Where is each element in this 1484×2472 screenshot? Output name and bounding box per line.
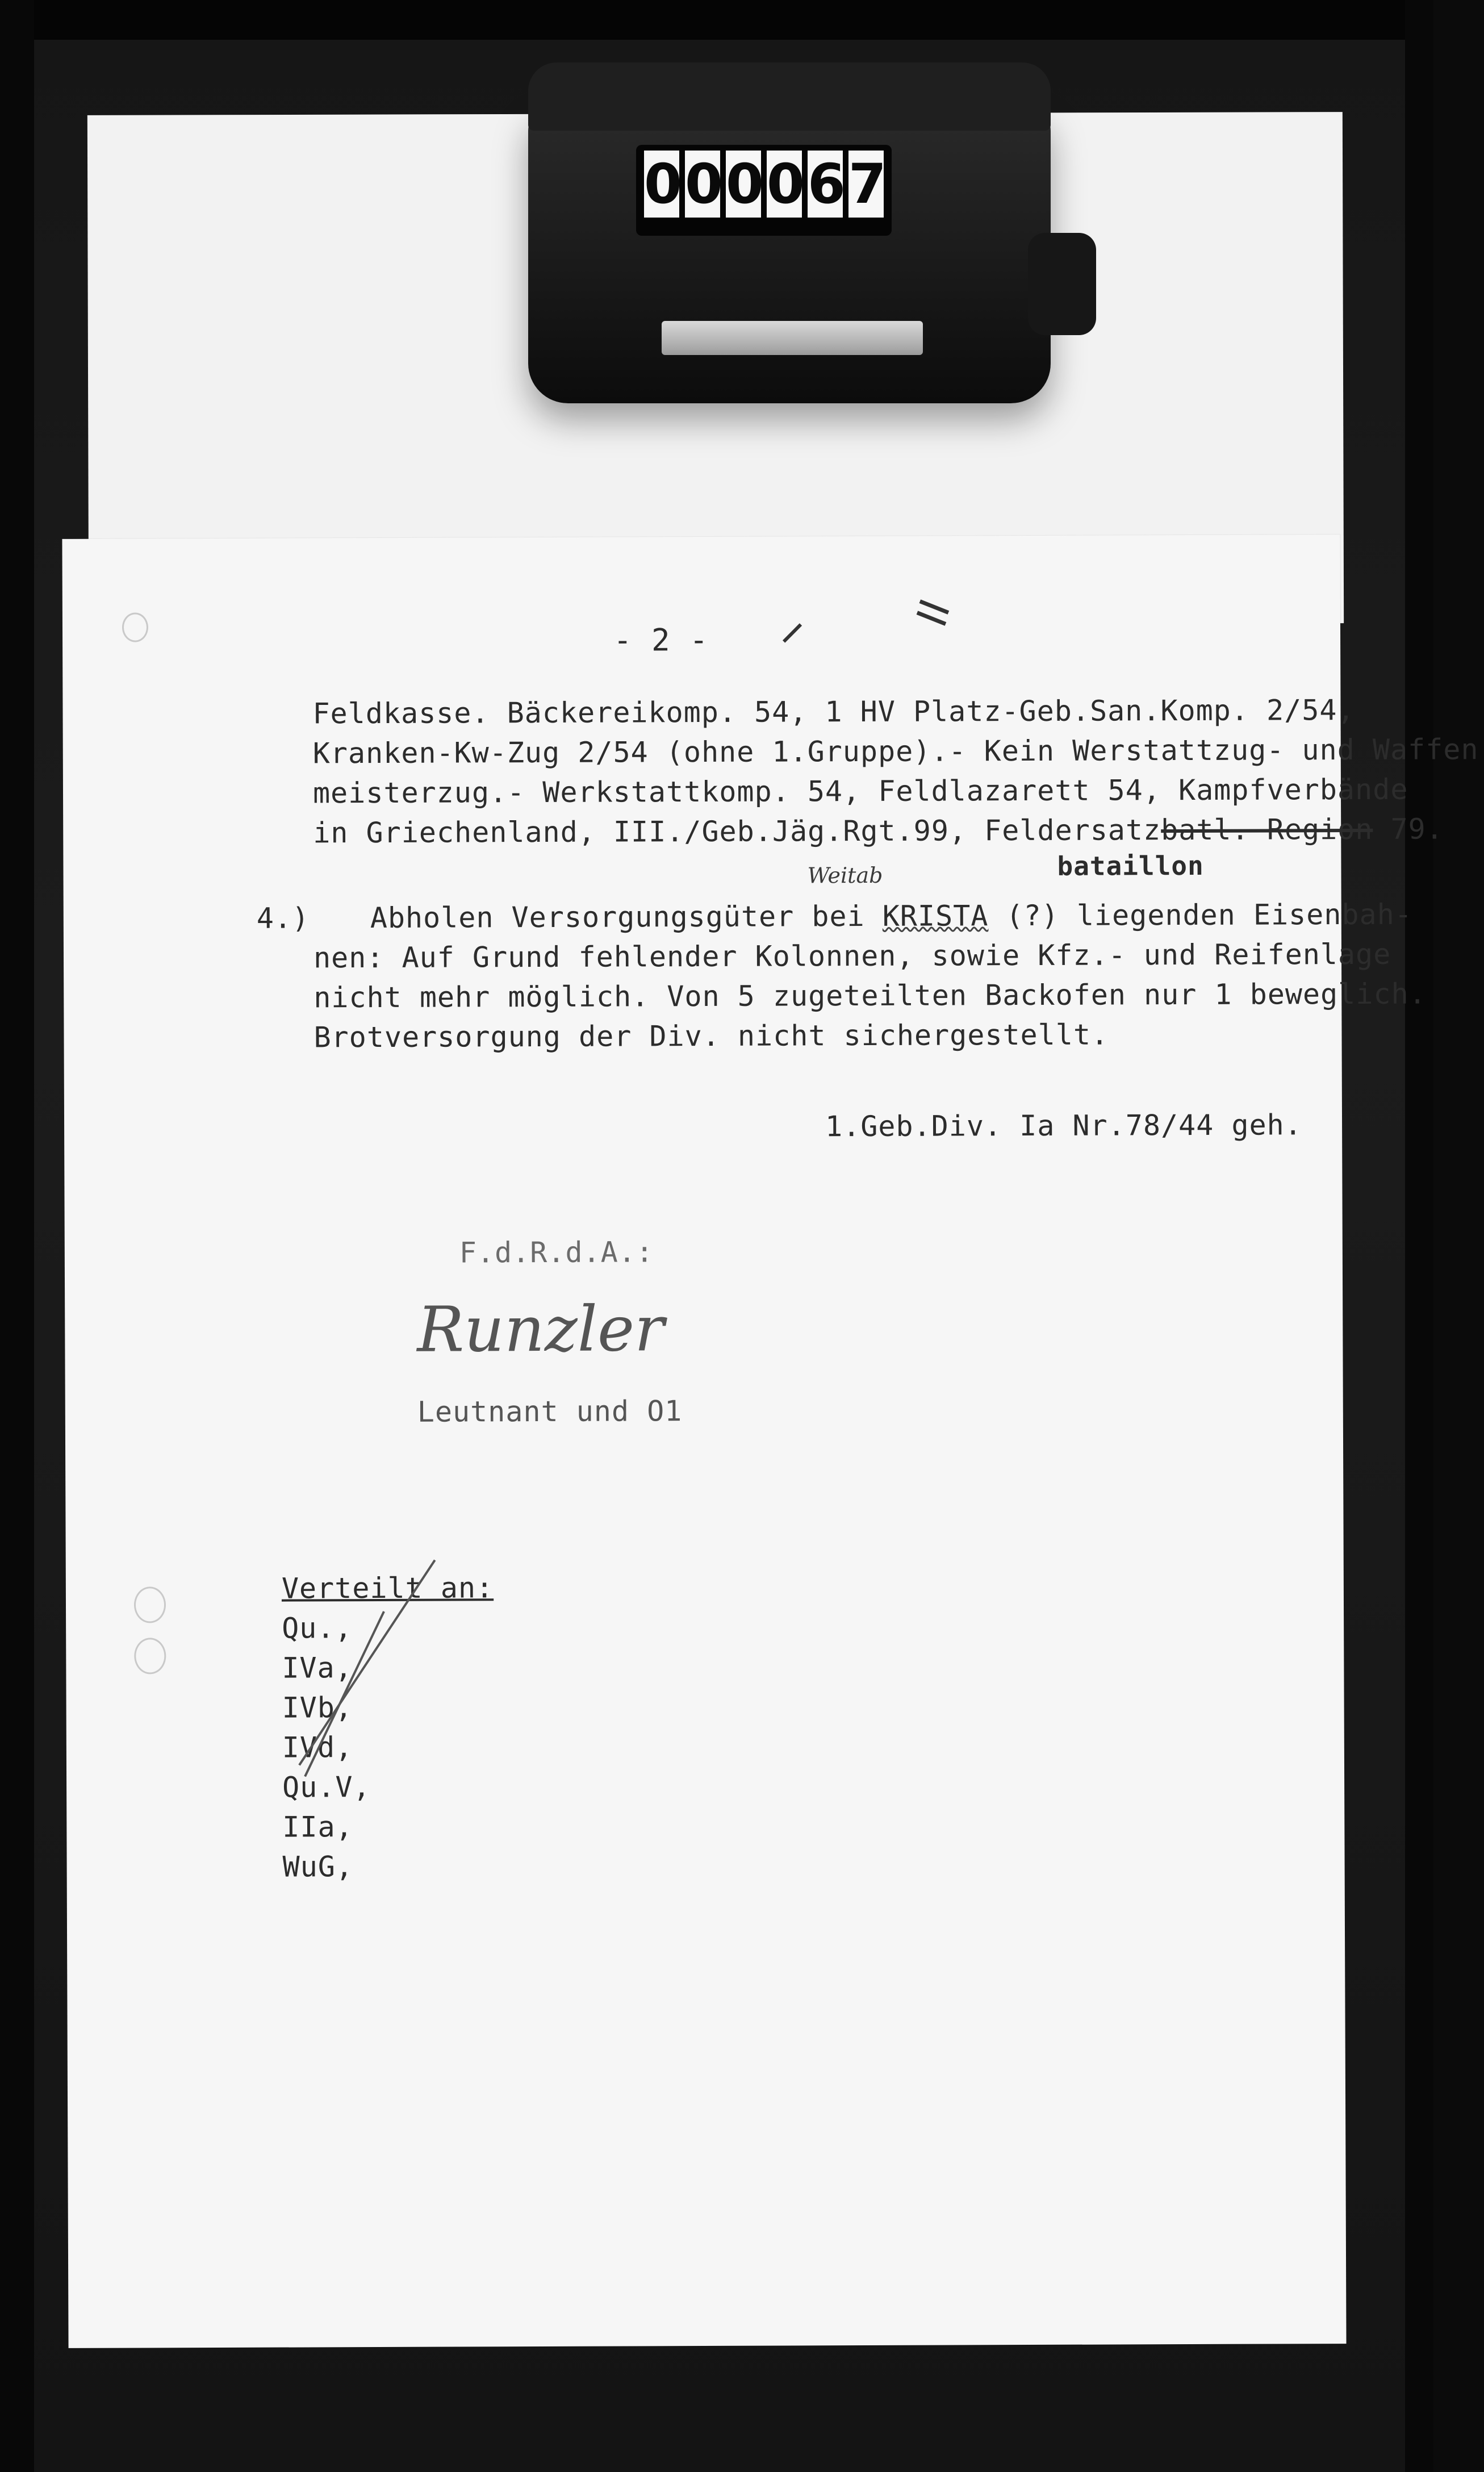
counter-digit: 0 bbox=[726, 151, 761, 218]
counter-digit: 0 bbox=[685, 151, 720, 218]
distribution-recipient: Qu.V, bbox=[282, 1771, 371, 1804]
signer-rank: Leutnant und O1 bbox=[417, 1394, 683, 1429]
page-number: - 2 - bbox=[613, 621, 709, 658]
text-line: nicht mehr möglich. Von 5 zugeteilten Backofen nur 1 beweglich. bbox=[313, 977, 1427, 1014]
distribution-recipient: IVb, bbox=[282, 1691, 353, 1724]
hand-mark bbox=[917, 601, 948, 624]
counter-digits bbox=[636, 145, 892, 236]
text-fragment: 79. bbox=[1373, 812, 1444, 846]
counter-digit: 0 bbox=[767, 151, 802, 218]
distribution-recipient: IVd, bbox=[282, 1731, 353, 1764]
text-fragment: (?) liegenden Eisenbah- bbox=[988, 897, 1412, 933]
counter-knob bbox=[1028, 233, 1096, 335]
film-edge-right bbox=[1405, 0, 1433, 2472]
text-line: Brotversorgung der Div. nicht sichergestellt. bbox=[313, 1018, 1109, 1054]
distribution-recipient: IVa, bbox=[282, 1651, 353, 1685]
text-fragment: in Griechenland, III./Geb.Jäg.Rgt.99, Feldersatz bbox=[313, 813, 1161, 850]
underlined-place-name: KRISTA bbox=[882, 899, 989, 933]
typed-correction: bataillon bbox=[1057, 850, 1204, 882]
reference-number: 1.Geb.Div. Ia Nr.78/44 geh. bbox=[825, 1108, 1302, 1143]
distribution-recipient: Qu., bbox=[282, 1611, 353, 1645]
distribution-heading: Verteilt an: bbox=[281, 1571, 494, 1605]
distribution-recipient: WuG, bbox=[282, 1850, 354, 1884]
film-edge-left bbox=[0, 0, 34, 2472]
text-line: nen: Auf Grund fehlender Kolonnen, sowie Kfz.- und Reifenlage bbox=[313, 937, 1391, 975]
handwritten-annotation: Weitab bbox=[807, 862, 883, 888]
counter-digit: 0 bbox=[644, 151, 679, 218]
signature: Runzler bbox=[417, 1292, 664, 1366]
handwritten-marks bbox=[62, 535, 1346, 2348]
text-line: Kranken-Kw-Zug 2/54 (ohne 1.Gruppe).- Kein Werstattzug- und Waffen bbox=[312, 733, 1479, 770]
item-number: 4.) bbox=[256, 901, 310, 935]
counter-digit: 7 bbox=[848, 151, 884, 218]
text-line: Feldkasse. Bäckereikomp. 54, 1 HV Platz-Geb.San.Komp. 2/54, bbox=[312, 693, 1355, 730]
text-line: meisterzug.- Werkstattkomp. 54, Feldlazarett 54, Kampfverbände bbox=[312, 772, 1408, 810]
hand-mark bbox=[784, 624, 801, 641]
struck-text: batl. Region bbox=[1161, 812, 1373, 847]
distribution-tick-line bbox=[304, 1611, 384, 1776]
frame-counter-device bbox=[528, 62, 1051, 403]
distribution-recipient: IIa, bbox=[282, 1810, 353, 1844]
distribution-tick-line bbox=[299, 1560, 436, 1765]
typed-document-page bbox=[62, 535, 1479, 2348]
film-edge-top bbox=[0, 0, 1433, 40]
text-fragment: Abholen Versorgungsgüter bei bbox=[370, 899, 883, 935]
counter-nameplate bbox=[662, 321, 923, 355]
counter-digit: 6 bbox=[808, 151, 843, 218]
fdrda-label: F.d.R.d.A.: bbox=[459, 1235, 654, 1270]
counter-top bbox=[528, 62, 1051, 131]
